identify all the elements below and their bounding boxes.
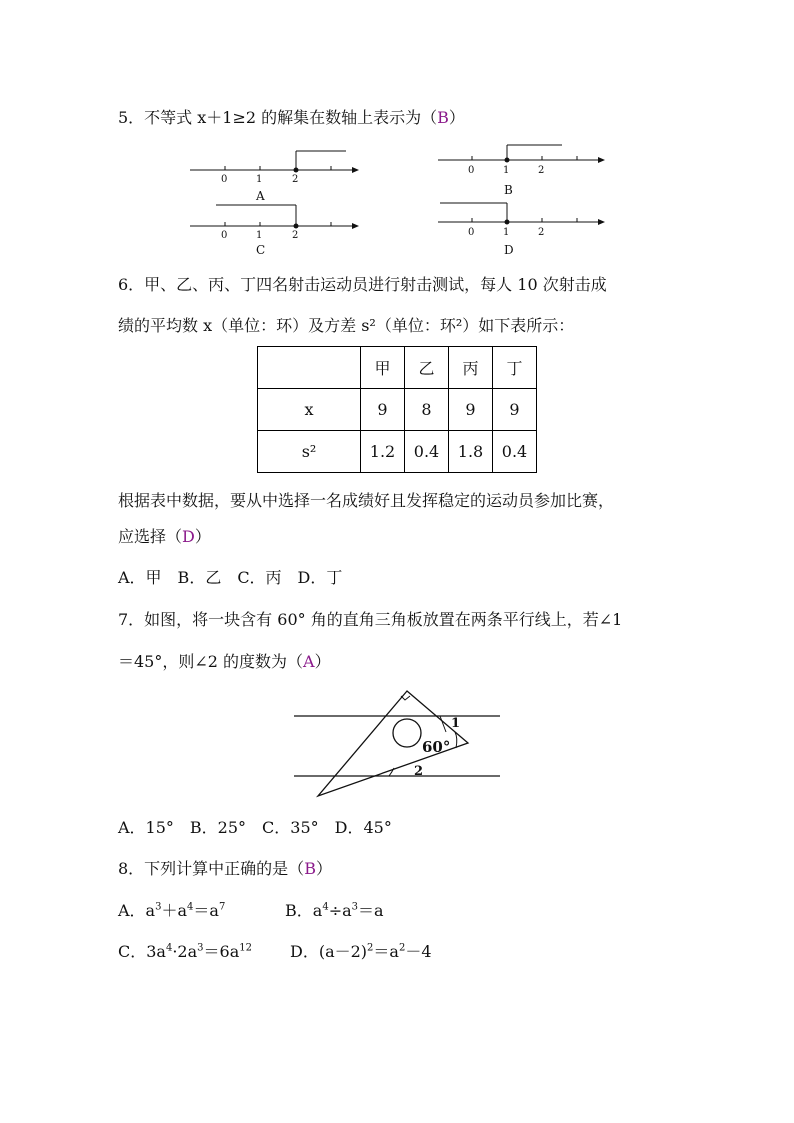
table-cell: 9 bbox=[449, 389, 493, 431]
q6-answer: D bbox=[182, 527, 195, 546]
option-caption: D bbox=[504, 243, 514, 257]
table-header-cell: 丁 bbox=[493, 347, 537, 389]
q6-follow-line2: 应选择（D） bbox=[118, 527, 211, 546]
tick-label: 2 bbox=[538, 227, 545, 238]
q8-answer: B bbox=[304, 859, 316, 878]
number-line-option-c bbox=[190, 202, 365, 266]
number-line-option-b bbox=[438, 142, 613, 206]
option-caption: B bbox=[504, 183, 513, 197]
table-cell: 9 bbox=[493, 389, 537, 431]
q8-choice-d: D．$(a-2)^2=a^2-4$ bbox=[290, 942, 432, 961]
q8-choice-c: C．$3a^4\cdot 2a^3=6a^{12}$ bbox=[118, 942, 252, 961]
tick-label: 2 bbox=[292, 230, 299, 241]
q7-stem-line1: 7．如图，将一块含有 60° 角的直角三角板放置在两条平行线上，若∠1 bbox=[118, 610, 623, 629]
q6-stem-line1: 6．甲、乙、丙、丁四名射击运动员进行射击测试，每人 10 次射击成 bbox=[118, 275, 607, 294]
q8-choice-a: A．$a^3+a^4=a^7$ bbox=[118, 901, 226, 920]
tick-label: 2 bbox=[538, 165, 545, 176]
q7-answer: A bbox=[303, 652, 315, 671]
table-header-cell bbox=[258, 347, 361, 389]
table-cell: 9 bbox=[361, 389, 405, 431]
tick-label: 0 bbox=[468, 227, 475, 238]
tick-label: 2 bbox=[292, 174, 299, 185]
tick-label: 1 bbox=[256, 174, 263, 185]
tick-label: 1 bbox=[503, 165, 510, 176]
table-cell: 8 bbox=[405, 389, 449, 431]
tick-label: 0 bbox=[221, 174, 228, 185]
tick-label: 1 bbox=[503, 227, 510, 238]
angle-60-label: 60° bbox=[422, 738, 451, 756]
triangle-hole bbox=[393, 719, 421, 747]
number-line-option-d bbox=[438, 200, 613, 264]
tick-label: 0 bbox=[468, 165, 475, 176]
option-caption: C bbox=[256, 243, 266, 257]
q6-stem-line2: 绩的平均数 x（单位：环）及方差 s²（单位：环²）如下表所示： bbox=[118, 316, 575, 335]
table-cell: 0.4 bbox=[405, 431, 449, 473]
q7-choices: A．15° B．25° C．35° D．45° bbox=[118, 818, 392, 837]
q6-follow-line1: 根据表中数据，要从中选择一名成绩好且发挥稳定的运动员参加比赛， bbox=[118, 491, 615, 510]
option-caption: A bbox=[256, 189, 265, 203]
q8-choice-b: B．$a^4\div a^3=a$ bbox=[285, 901, 384, 920]
tick-label: 1 bbox=[256, 230, 263, 241]
table-cell: 1.8 bbox=[449, 431, 493, 473]
table-header-cell: 丙 bbox=[449, 347, 493, 389]
table-cell: 1.2 bbox=[361, 431, 405, 473]
table-row-label: x bbox=[258, 389, 361, 431]
table-row-label: s² bbox=[258, 431, 361, 473]
table-header-row bbox=[258, 347, 537, 389]
q8-stem: 8．下列计算中正确的是（B） bbox=[118, 859, 332, 878]
score-table bbox=[257, 346, 537, 473]
q7-figure bbox=[290, 688, 505, 804]
table-cell: 0.4 bbox=[493, 431, 537, 473]
tick-label: 0 bbox=[221, 230, 228, 241]
table-row bbox=[258, 389, 537, 431]
q5-stem: 5．不等式 x＋1≥2 的解集在数轴上表示为（B） bbox=[118, 108, 465, 127]
table-row bbox=[258, 431, 537, 473]
angle-2-label: 2 bbox=[414, 764, 424, 779]
table-header-cell: 乙 bbox=[405, 347, 449, 389]
q6-choices: A．甲 B．乙 C．丙 D．丁 bbox=[118, 568, 343, 587]
table-header-cell: 甲 bbox=[361, 347, 405, 389]
q7-stem-line2: ＝45°，则∠2 的度数为（A） bbox=[118, 652, 331, 671]
q5-answer: B bbox=[437, 108, 449, 127]
angle-1-label: 1 bbox=[451, 716, 461, 731]
